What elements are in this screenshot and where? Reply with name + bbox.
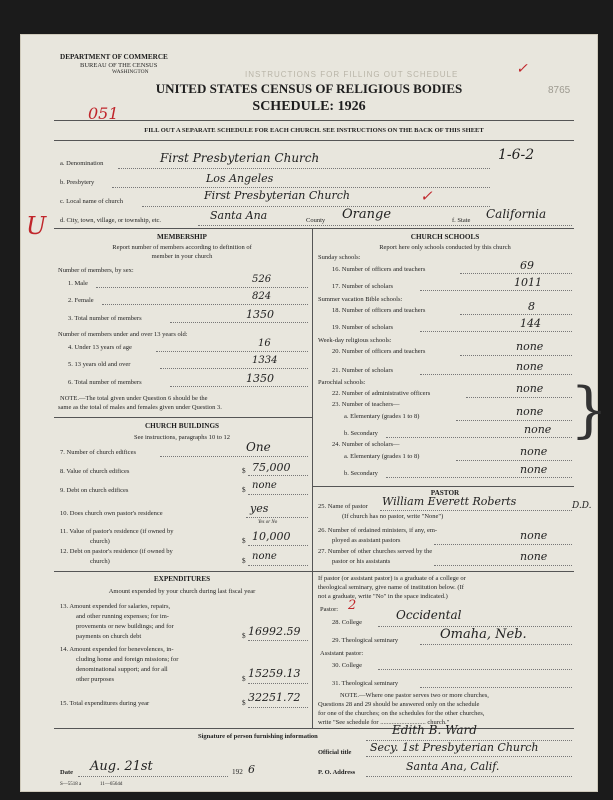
fill-line xyxy=(170,322,308,323)
fill-line xyxy=(434,565,572,566)
dollar-sign: $ xyxy=(242,467,246,475)
denomination-label: a. Denomination xyxy=(60,160,104,167)
state-label: f. State xyxy=(452,217,471,224)
divider xyxy=(312,486,574,487)
q31-label: 31. Theological seminary xyxy=(332,680,399,687)
address-value: Santa Ana, Calif. xyxy=(406,760,500,773)
dollar-sign: $ xyxy=(242,537,246,545)
fill-line xyxy=(170,386,308,387)
fill-line xyxy=(420,644,572,645)
form-title: UNITED STATES CENSUS OF RELIGIOUS BODIES xyxy=(155,81,463,96)
q24a-label: a. Elementary (grades 1 to 8) xyxy=(344,453,420,460)
schools-heading: CHURCH SCHOOLS xyxy=(410,233,480,241)
divider xyxy=(54,417,312,418)
q14-label-cont: cluding home and foreign missions; for xyxy=(76,656,179,663)
q5-label: 5. 13 years old and over xyxy=(68,361,131,368)
dollar-sign: $ xyxy=(242,699,246,707)
buildings-heading: CHURCH BUILDINGS xyxy=(144,422,220,430)
fill-line xyxy=(248,494,308,495)
q16-value: 69 xyxy=(520,259,534,272)
q12-label: 12. Debt on pastor's residence (if owned by xyxy=(60,548,173,555)
bureau-label: BUREAU OF THE CENSUS xyxy=(80,62,158,69)
bleed-through-text: INSTRUCTIONS FOR FILLING OUT SCHEDULE xyxy=(245,70,459,79)
q7-label: 7. Number of church edifices xyxy=(60,449,136,456)
divider xyxy=(54,728,574,729)
city-label: d. City, town, village, or township, etc. xyxy=(60,217,162,224)
q27-value: none xyxy=(520,550,548,563)
q17-label: 17. Number of scholars xyxy=(332,283,394,290)
q7-value: One xyxy=(246,440,271,454)
sunday-label: Sunday schools: xyxy=(318,254,361,261)
q20-label: 20. Number of officers and teachers xyxy=(332,348,426,355)
column-divider xyxy=(312,228,313,728)
pastor-note: NOTE.—Where one pastor serves two or more churches, xyxy=(340,692,489,699)
q28-value: Occidental xyxy=(396,608,462,622)
pastor-label: Pastor: xyxy=(320,606,339,613)
q20-value: none xyxy=(516,340,544,353)
q25-sub: (If church has no pastor, write "None") xyxy=(342,513,444,520)
presbytery-label: b. Presbytery xyxy=(60,179,95,186)
q22-value: none xyxy=(516,382,544,395)
fill-line xyxy=(248,545,308,546)
pastor-note: write "See schedule for ............................ church." xyxy=(318,719,450,726)
q15-label: 15. Total expenditures during year xyxy=(60,700,150,707)
q18-value: 8 xyxy=(528,300,535,313)
q1-label: 1. Male xyxy=(68,280,88,287)
divider xyxy=(54,228,574,229)
address-label: P. O. Address xyxy=(318,769,356,776)
q12-label-cont: church) xyxy=(90,558,110,565)
fill-line xyxy=(460,273,572,274)
q23b-label: b. Secondary xyxy=(344,430,378,437)
county-value: Orange xyxy=(342,207,392,222)
q26-value: none xyxy=(520,529,548,542)
q10-label: 10. Does church own pastor's residence xyxy=(60,510,163,517)
census-schedule-sheet xyxy=(20,34,609,792)
yes-no-hint: Yes or No xyxy=(258,520,278,525)
q23a-label: a. Elementary (grades 1 to 8) xyxy=(344,413,420,420)
q24a-value: none xyxy=(520,445,548,458)
q12-value: none xyxy=(252,551,277,562)
q30-label: 30. College xyxy=(332,662,362,669)
divider xyxy=(312,571,574,572)
fill-line xyxy=(156,351,308,352)
dollar-sign: $ xyxy=(242,632,246,640)
q27-label-cont: pastor or his assistants xyxy=(332,558,391,565)
q8-value: 75,000 xyxy=(252,461,291,474)
fill-line xyxy=(386,477,572,478)
fill-line xyxy=(366,756,572,757)
weekday-label: Week-day religious schools: xyxy=(318,337,392,344)
department-label: DEPARTMENT OF COMMERCE xyxy=(60,53,168,61)
q21-label: 21. Number of scholars xyxy=(332,367,394,374)
divider xyxy=(54,120,574,121)
q15-value: 32251.72 xyxy=(248,691,301,704)
membership-sub: member in your church xyxy=(151,253,213,260)
q4-label: 4. Under 13 years of age xyxy=(68,344,132,351)
by-sex-label: Number of members, by sex: xyxy=(58,267,134,274)
red-schedule-number: 051 xyxy=(88,104,119,123)
form-number: S—5518 a xyxy=(60,782,82,787)
red-margin-mark: U xyxy=(26,212,47,240)
q24b-label: b. Secondary xyxy=(344,470,378,477)
q13-label-cont: provements or new buildings; and for xyxy=(76,623,174,630)
dollar-sign: $ xyxy=(242,557,246,565)
red-corner-mark: ✓ xyxy=(516,61,528,77)
q3-label: 3. Total number of members xyxy=(68,315,142,322)
q14-label-cont: denominational support; and for all xyxy=(76,666,168,673)
parochial-label: Parochial schools: xyxy=(318,379,366,386)
fill-line xyxy=(456,460,572,461)
q13-value: 16992.59 xyxy=(248,625,301,638)
q26-label: 26. Number of ordained ministers, if any, em- xyxy=(318,527,438,534)
fill-line xyxy=(378,669,572,670)
fill-line xyxy=(246,517,308,518)
q23b-value: none xyxy=(524,423,552,436)
q9-value: none xyxy=(252,480,277,491)
fill-line xyxy=(420,687,572,688)
pastor-note: for one of the churches; on the schedules for the other churches, xyxy=(318,710,485,717)
fill-line xyxy=(248,565,308,566)
fill-line xyxy=(248,707,308,708)
city-label: WASHINGTON xyxy=(112,69,149,75)
q24-label: 24. Number of scholars— xyxy=(332,441,400,448)
fill-line xyxy=(112,187,490,188)
fill-line xyxy=(198,225,572,226)
q5-value: 1334 xyxy=(252,355,278,366)
q1-value: 526 xyxy=(252,274,272,285)
q6-value: 1350 xyxy=(246,372,274,385)
q19-label: 19. Number of scholars xyxy=(332,324,394,331)
denomination-value: First Presbyterian Church xyxy=(160,151,320,165)
graduate-instructions: theological seminary, give name of institution below. (If xyxy=(318,584,464,591)
q13-label-cont: payments on church debt xyxy=(76,633,142,640)
q2-value: 824 xyxy=(252,291,272,302)
q17-value: 1011 xyxy=(514,276,542,289)
fill-line xyxy=(96,287,308,288)
q18-label: 18. Number of officers and teachers xyxy=(332,307,426,314)
fill-line xyxy=(420,290,572,291)
date-label: Date xyxy=(60,769,73,776)
q4-value: 16 xyxy=(258,338,271,349)
membership-sub: Report number of members according to definition of xyxy=(112,244,252,251)
fill-line xyxy=(78,776,228,777)
age-label: Number of members under and over 13 years old: xyxy=(58,331,188,338)
q23a-value: none xyxy=(516,405,544,418)
q14-label: 14. Amount expended for benevolences, in- xyxy=(60,646,174,653)
fill-line xyxy=(118,168,490,169)
signature-label: Signature of person furnishing information xyxy=(198,733,318,740)
expenditures-sub: Amount expended by your church during last fiscal year xyxy=(108,588,256,595)
fill-line xyxy=(456,420,572,421)
q25-extra: D.D. xyxy=(572,501,592,511)
instructions-line: FILL OUT A SEPARATE SCHEDULE FOR EACH CHURCH. SEE INSTRUCTIONS ON THE BACK OF THIS SHEET xyxy=(144,127,484,134)
fill-line xyxy=(434,544,572,545)
form-number-2: 11—6564d xyxy=(100,782,123,787)
q11-label-cont: church) xyxy=(90,538,110,545)
dollar-sign: $ xyxy=(242,675,246,683)
buildings-sub: See instructions, paragraphs 10 to 12 xyxy=(133,434,231,441)
membership-note: same as the total of males and females given under Question 3. xyxy=(58,404,222,411)
fill-line xyxy=(386,437,572,438)
schools-sub: Report here only schools conducted by this church xyxy=(379,244,511,251)
fill-line xyxy=(460,314,572,315)
fill-line xyxy=(248,640,308,641)
q8-label: 8. Value of church edifices xyxy=(60,468,130,475)
fill-line xyxy=(160,456,308,457)
pastor-heading: PASTOR xyxy=(430,489,460,497)
fill-line xyxy=(102,304,308,305)
summer-label: Summer vacation Bible schools: xyxy=(318,296,403,303)
handwritten-brace: } xyxy=(570,375,609,445)
state-value: California xyxy=(486,207,547,221)
q11-value: 10,000 xyxy=(252,530,291,543)
q2-label: 2. Female xyxy=(68,297,94,304)
county-label: County xyxy=(306,217,326,224)
red-check-mark: ✓ xyxy=(420,187,433,205)
expenditures-heading: EXPENDITURES xyxy=(153,575,211,583)
q25-label: 25. Name of pastor xyxy=(318,503,368,510)
q10-value: yes xyxy=(250,502,269,515)
q25-value: William Everett Roberts xyxy=(382,495,517,508)
q14-label-cont: other purposes xyxy=(76,676,115,683)
official-title-label: Official title xyxy=(318,749,352,756)
local-name-value: First Presbyterian Church xyxy=(204,189,350,202)
divider xyxy=(54,140,574,141)
q9-label: 9. Debt on church edifices xyxy=(60,487,129,494)
q29-label: 29. Theological seminary xyxy=(332,637,399,644)
q11-label: 11. Value of pastor's residence (if owned by xyxy=(60,528,174,535)
fill-line xyxy=(460,355,572,356)
membership-heading: MEMBERSHIP xyxy=(157,233,207,241)
q19-value: 144 xyxy=(520,317,541,330)
denomination-code: 1-6-2 xyxy=(498,147,535,163)
signature-value: Edith B. Ward xyxy=(392,723,477,737)
q16-label: 16. Number of officers and teachers xyxy=(332,266,426,273)
divider xyxy=(54,571,312,572)
q29-value: Omaha, Neb. xyxy=(440,627,527,642)
red-pastor-mark: 2 xyxy=(348,598,357,613)
date-value: Aug. 21st xyxy=(90,759,153,774)
membership-note: NOTE.—The total given under Question 6 should be the xyxy=(60,395,208,402)
graduate-instructions: If pastor (or assistant pastor) is a graduate of a college or xyxy=(318,575,466,582)
q22-label: 22. Number of administrative officers xyxy=(332,390,431,397)
official-title-value: Secy. 1st Presbyterian Church xyxy=(370,741,539,754)
year-digit: 6 xyxy=(248,763,255,776)
fill-line xyxy=(160,368,308,369)
schedule-title: SCHEDULE: 1926 xyxy=(252,99,366,114)
fill-line xyxy=(248,475,308,476)
pastor-note: Questions 28 and 29 should be answered only on the schedule xyxy=(318,701,480,708)
q14-value: 15259.13 xyxy=(248,667,301,680)
city-value: Santa Ana xyxy=(210,209,268,222)
fill-line xyxy=(248,683,308,684)
q26-label-cont: ployed as assistant pastors xyxy=(332,537,401,544)
graduate-instructions: not a graduate, write "No" in the space indicated.) xyxy=(318,593,448,600)
stamp-number: 8765 xyxy=(548,85,571,96)
fill-line xyxy=(466,397,572,398)
assistant-label: Assistant pastor: xyxy=(320,650,364,657)
fill-line xyxy=(380,510,572,511)
q13-label-cont: and other running expenses; for im- xyxy=(76,613,169,620)
presbytery-value: Los Angeles xyxy=(206,172,274,185)
fill-line xyxy=(366,776,572,777)
year-prefix: 192 xyxy=(232,768,243,776)
q28-label: 28. College xyxy=(332,619,362,626)
q23-label: 23. Number of teachers— xyxy=(332,401,400,408)
local-name-label: c. Local name of church xyxy=(60,198,123,205)
fill-line xyxy=(142,206,490,207)
dollar-sign: $ xyxy=(242,486,246,494)
fill-line xyxy=(420,331,572,332)
q21-value: none xyxy=(516,360,544,373)
fill-line xyxy=(420,374,572,375)
q13-label: 13. Amount expended for salaries, repairs, xyxy=(60,603,171,610)
q27-label: 27. Number of other churches served by the xyxy=(318,548,433,555)
q3-value: 1350 xyxy=(246,308,274,321)
q24b-value: none xyxy=(520,463,548,476)
q6-label: 6. Total number of members xyxy=(68,379,142,386)
